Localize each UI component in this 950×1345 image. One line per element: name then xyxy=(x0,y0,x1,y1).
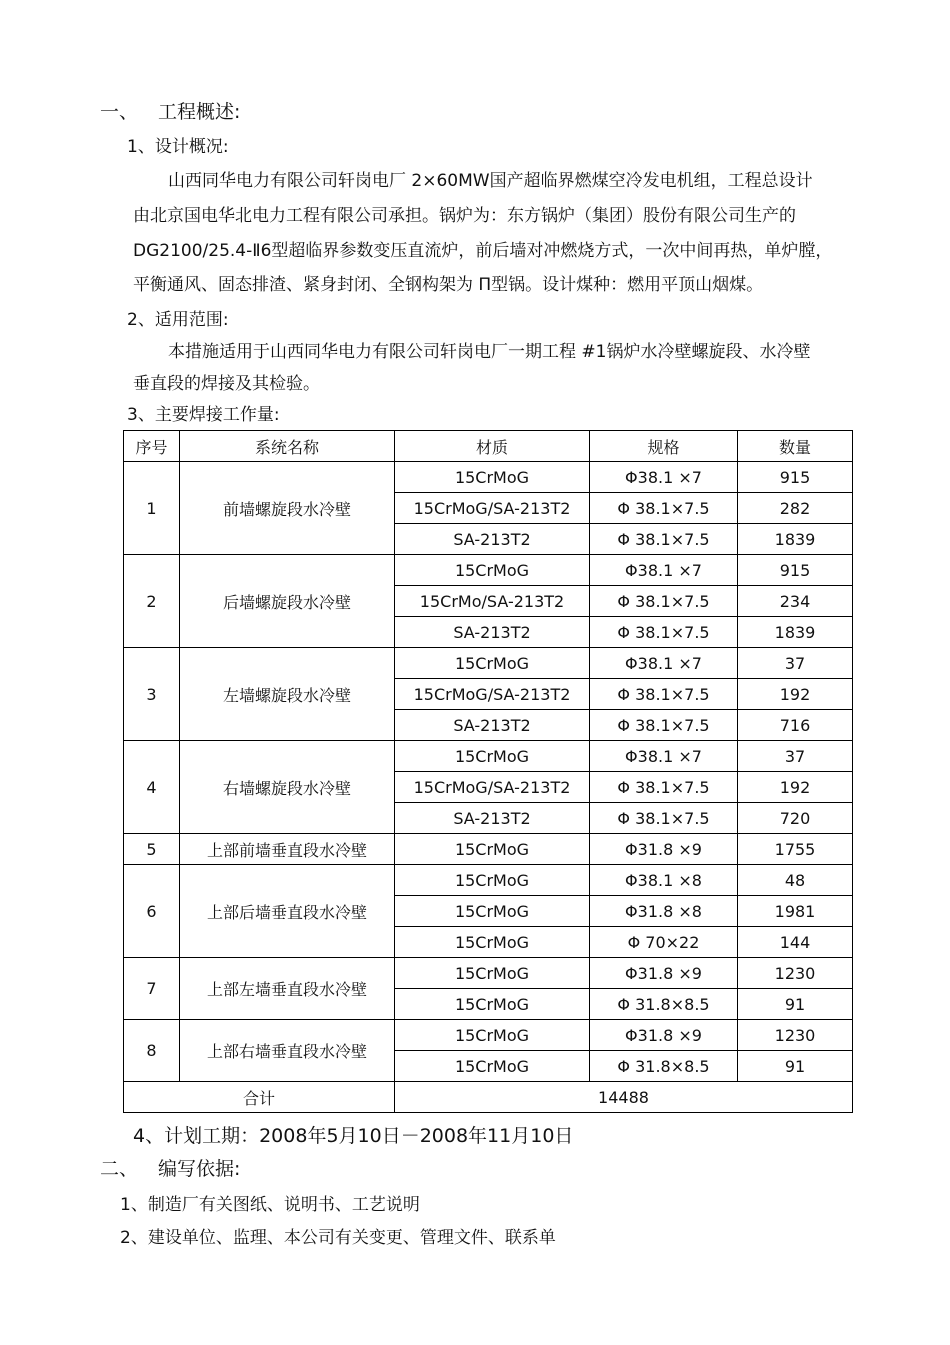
quantity-cell: 144 xyxy=(738,927,853,958)
system-name: 上部右墙垂直段水冷壁 xyxy=(180,1020,395,1082)
quantity-cell: 48 xyxy=(738,865,853,896)
quantity-cell: 234 xyxy=(738,586,853,617)
spec-cell: Φ31.8 ×8 xyxy=(590,896,738,927)
row-number: 4 xyxy=(124,741,180,834)
spec-cell: Φ38.1 ×8 xyxy=(590,865,738,896)
row-number: 6 xyxy=(124,865,180,958)
spec-cell: Φ38.1 ×7 xyxy=(590,648,738,679)
system-name: 后墙螺旋段水冷壁 xyxy=(180,555,395,648)
spec-cell: Φ 38.1×7.5 xyxy=(590,803,738,834)
row-number: 1 xyxy=(124,462,180,555)
section-number: 二、 xyxy=(100,1158,139,1180)
section-two-heading xyxy=(100,1158,240,1180)
quantity-cell: 91 xyxy=(738,1051,853,1082)
quantity-cell: 1981 xyxy=(738,896,853,927)
overview-line-4: 平衡通风、固态排渣、紧身封闭、全钢构架为 Π型锅。设计煤种：燃用平顶山烟煤。 xyxy=(133,275,764,295)
overview-heading: 1、设计概况: xyxy=(127,137,229,157)
column-header: 数量 xyxy=(738,431,853,462)
spec-cell: Φ38.1 ×7 xyxy=(590,462,738,493)
quantity-cell: 915 xyxy=(738,555,853,586)
material-cell: 15CrMoG xyxy=(395,927,590,958)
spec-cell: Φ 31.8×8.5 xyxy=(590,989,738,1020)
material-cell: SA-213T2 xyxy=(395,710,590,741)
material-cell: 15CrMoG xyxy=(395,865,590,896)
quantity-cell: 91 xyxy=(738,989,853,1020)
spec-cell: Φ31.8 ×9 xyxy=(590,834,738,865)
row-number: 5 xyxy=(124,834,180,865)
spec-cell: Φ31.8 ×9 xyxy=(590,1020,738,1051)
material-cell: 15CrMoG xyxy=(395,989,590,1020)
quantity-cell: 1839 xyxy=(738,524,853,555)
overview-line-1: 山西同华电力有限公司轩岗电厂 2×60MW国产超临界燃煤空冷发电机组，工程总设计 xyxy=(168,171,813,191)
table-row xyxy=(124,462,853,493)
column-header: 系统名称 xyxy=(180,431,395,462)
material-cell: 15CrMoG xyxy=(395,1020,590,1051)
quantity-cell: 192 xyxy=(738,679,853,710)
spec-cell: Φ38.1 ×7 xyxy=(590,741,738,772)
spec-cell: Φ 38.1×7.5 xyxy=(590,617,738,648)
spec-cell: Φ 38.1×7.5 xyxy=(590,772,738,803)
row-number: 2 xyxy=(124,555,180,648)
material-cell: SA-213T2 xyxy=(395,617,590,648)
column-header: 序号 xyxy=(124,431,180,462)
material-cell: 15CrMoG xyxy=(395,648,590,679)
system-name: 上部前墙垂直段水冷壁 xyxy=(180,834,395,865)
material-cell: SA-213T2 xyxy=(395,803,590,834)
scope-line-1: 本措施适用于山西同华电力有限公司轩岗电厂一期工程 #1锅炉水冷壁螺旋段、水冷壁 xyxy=(168,342,811,362)
table-row xyxy=(124,834,853,865)
spec-cell: Φ 38.1×7.5 xyxy=(590,524,738,555)
row-number: 8 xyxy=(124,1020,180,1082)
table-header-row xyxy=(124,431,853,462)
total-row xyxy=(124,1082,853,1113)
material-cell: 15CrMoG xyxy=(395,896,590,927)
workload-heading: 3、主要焊接工作量: xyxy=(127,405,280,425)
table-row xyxy=(124,741,853,772)
spec-cell: Φ 70×22 xyxy=(590,927,738,958)
system-name: 左墙螺旋段水冷壁 xyxy=(180,648,395,741)
quantity-cell: 37 xyxy=(738,741,853,772)
quantity-cell: 192 xyxy=(738,772,853,803)
section-number: 一、 xyxy=(100,101,139,123)
column-header: 材质 xyxy=(395,431,590,462)
spec-cell: Φ31.8 ×9 xyxy=(590,958,738,989)
section-title: 工程概述: xyxy=(158,101,241,123)
material-cell: 15CrMoG xyxy=(395,958,590,989)
table-row xyxy=(124,555,853,586)
overview-line-2: 由北京国电华北电力工程有限公司承担。锅炉为：东方锅炉（集团）股份有限公司生产的 xyxy=(133,206,796,226)
row-number: 7 xyxy=(124,958,180,1020)
quantity-cell: 720 xyxy=(738,803,853,834)
material-cell: SA-213T2 xyxy=(395,524,590,555)
spec-cell: Φ 31.8×8.5 xyxy=(590,1051,738,1082)
section-one-heading xyxy=(100,101,240,123)
column-header: 规格 xyxy=(590,431,738,462)
material-cell: 15CrMoG/SA-213T2 xyxy=(395,493,590,524)
total-value: 14488 xyxy=(395,1082,853,1113)
schedule-line: 4、计划工期：2008年5月10日－2008年11月10日 xyxy=(133,1125,574,1147)
material-cell: 15CrMoG/SA-213T2 xyxy=(395,772,590,803)
quantity-cell: 915 xyxy=(738,462,853,493)
material-cell: 15CrMoG xyxy=(395,741,590,772)
quantity-cell: 1230 xyxy=(738,1020,853,1051)
system-name: 上部左墙垂直段水冷壁 xyxy=(180,958,395,1020)
spec-cell: Φ 38.1×7.5 xyxy=(590,586,738,617)
system-name: 上部后墙垂直段水冷壁 xyxy=(180,865,395,958)
spec-cell: Φ 38.1×7.5 xyxy=(590,493,738,524)
spec-cell: Φ38.1 ×7 xyxy=(590,555,738,586)
spec-cell: Φ 38.1×7.5 xyxy=(590,710,738,741)
quantity-cell: 1839 xyxy=(738,617,853,648)
table-row xyxy=(124,865,853,896)
material-cell: 15CrMo/SA-213T2 xyxy=(395,586,590,617)
section-title: 编写依据: xyxy=(158,1158,241,1180)
scope-line-2: 垂直段的焊接及其检验。 xyxy=(133,374,320,394)
material-cell: 15CrMoG xyxy=(395,462,590,493)
row-number: 3 xyxy=(124,648,180,741)
table-row xyxy=(124,1020,853,1051)
total-label: 合计 xyxy=(124,1082,395,1113)
system-name: 右墙螺旋段水冷壁 xyxy=(180,741,395,834)
quantity-cell: 716 xyxy=(738,710,853,741)
spec-cell: Φ 38.1×7.5 xyxy=(590,679,738,710)
material-cell: 15CrMoG xyxy=(395,555,590,586)
material-cell: 15CrMoG xyxy=(395,1051,590,1082)
basis-item-2: 2、建设单位、监理、本公司有关变更、管理文件、联系单 xyxy=(120,1228,556,1248)
material-cell: 15CrMoG xyxy=(395,834,590,865)
quantity-cell: 37 xyxy=(738,648,853,679)
workload-table xyxy=(123,430,853,1113)
material-cell: 15CrMoG/SA-213T2 xyxy=(395,679,590,710)
quantity-cell: 1230 xyxy=(738,958,853,989)
quantity-cell: 282 xyxy=(738,493,853,524)
table-row xyxy=(124,648,853,679)
scope-heading: 2、适用范围: xyxy=(127,310,229,330)
quantity-cell: 1755 xyxy=(738,834,853,865)
system-name: 前墙螺旋段水冷壁 xyxy=(180,462,395,555)
overview-line-3: DG2100/25.4-Ⅱ6型超临界参数变压直流炉，前后墙对冲燃烧方式，一次中间再热，单炉膛， xyxy=(133,241,833,261)
basis-item-1: 1、制造厂有关图纸、说明书、工艺说明 xyxy=(120,1195,420,1215)
table-row xyxy=(124,958,853,989)
